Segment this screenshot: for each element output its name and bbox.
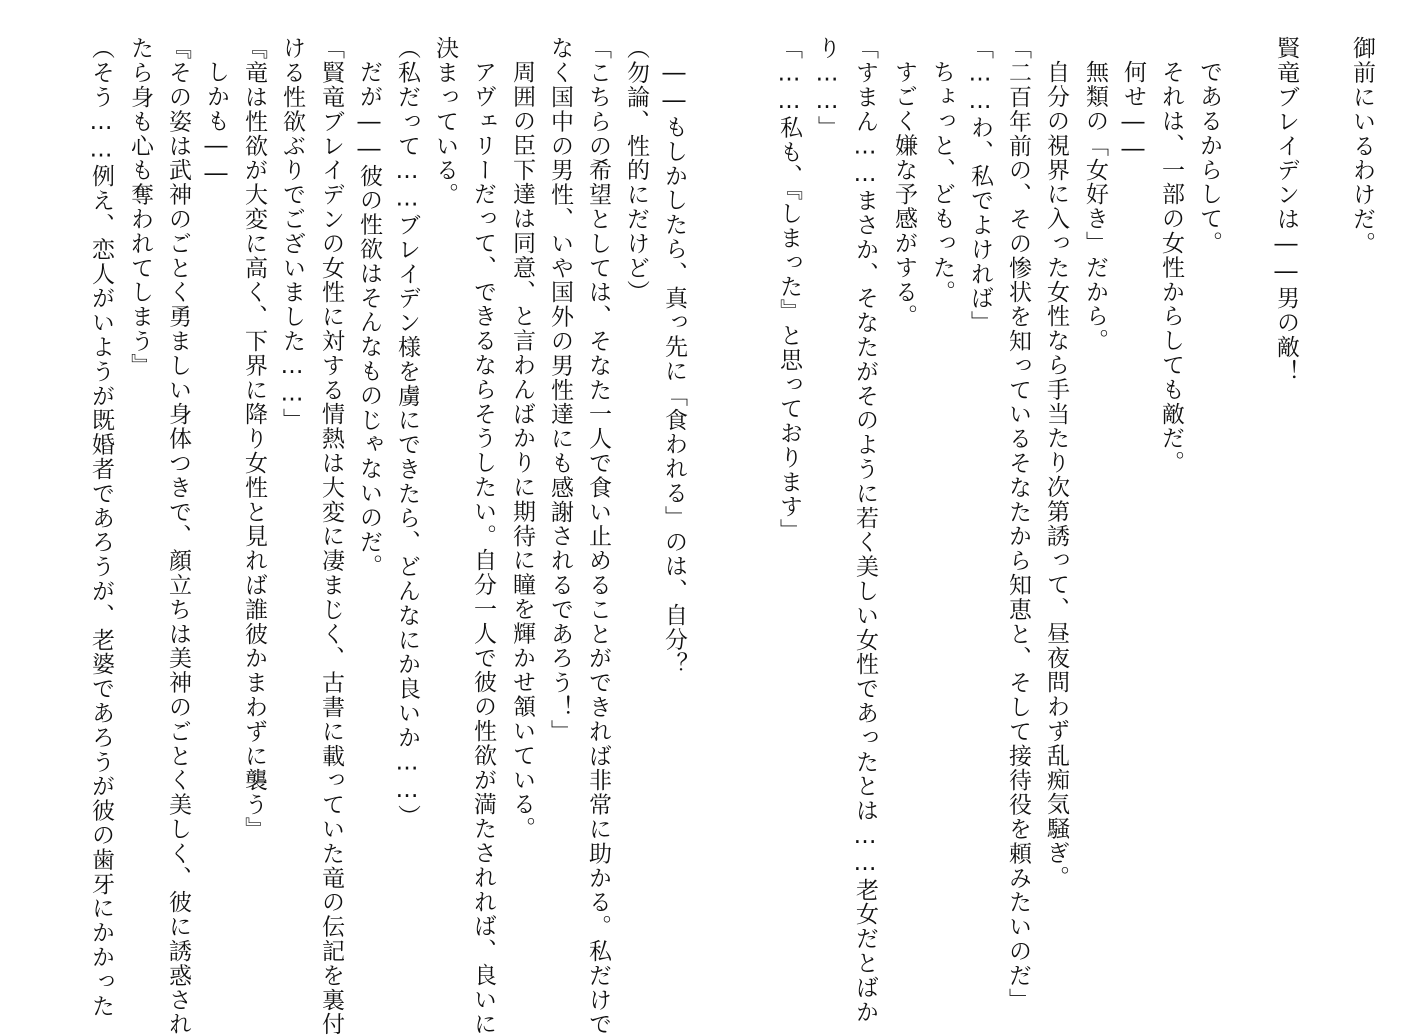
text-line: 「……わ、私でよければ」 — [967, 36, 993, 335]
text-line: ける性欲ぶりでございました……」 — [279, 36, 305, 433]
text-line: 「二百年前の、その惨状を知っているそなたから知恵と、そして接待役を頼みたいのだ」 — [1005, 36, 1031, 1012]
text-line: 「すまん……まさか、そなたがそのように若く美しい女性であったとは……老女だとばか — [852, 36, 878, 1024]
text-line: （私だって……ブレイデン様を虜にできたら、どんなにか良いか……） — [394, 36, 420, 829]
text-line: 無類の「女好き」だから。 — [1082, 60, 1108, 353]
text-line: それは、一部の女性からしても敵だ。 — [1158, 60, 1184, 475]
text-line: 周囲の臣下達は同意、と言わんばかりに期待に瞳を輝かせ頷いている。 — [509, 60, 535, 841]
text-line: なく国中の男性、いや国外の男性達にも感謝されるであろう！」 — [547, 36, 573, 744]
text-line: （勿論、性的にだけど） — [623, 36, 649, 305]
text-line: （そう……例え、恋人がいようが既婚者であろうが、老婆であろうが彼の歯牙にかかった — [88, 36, 114, 1018]
text-line: たら身も心も奪われてしまう』 — [127, 36, 153, 378]
text-line: 御前にいるわけだ。 — [1349, 36, 1375, 256]
text-line: 『竜は性欲が大変に高く、下界に降り女性と見れば誰彼かまわずに襲う』 — [241, 36, 267, 842]
text-line: であるからして。 — [1196, 60, 1222, 256]
text-line: しかも―― — [203, 60, 229, 188]
text-line: だが――彼の性欲はそんなものじゃないのだ。 — [356, 60, 382, 579]
text-line: 『その姿は武神のごとく勇ましい身体つきで、顔立ちは美神のごとく美しく、彼に誘惑され — [165, 36, 191, 1036]
text-line: ――もしかしたら、真っ先に「食われる」のは、自分？ — [661, 60, 687, 676]
text-line: 何せ―― — [1120, 60, 1146, 164]
text-line: 「こちらの希望としては、そなた一人で食い止めることができれば非常に助かる。私だけで — [585, 36, 611, 1036]
text-line: 「……私も、『しまった』と思っております」 — [776, 36, 802, 543]
text-line: り……」 — [814, 36, 840, 140]
text-line: ちょっと、どもった。 — [929, 60, 955, 304]
text-line: 決まっている。 — [432, 36, 458, 207]
text-line: 「賢竜ブレイデンの女性に対する情熱は大変に凄まじく、古書に載っていた竜の伝記を裏付 — [318, 36, 344, 1036]
text-line: アヴェリーだって、できるならそうしたい。自分一人で彼の性欲が満たされれば、良いに — [470, 60, 496, 1036]
text-line: すごく嫌な予感がする。 — [891, 60, 917, 329]
text-line: 自分の視界に入った女性なら手当たり次第誘って、昼夜問わず乱痴気騒ぎ。 — [1043, 60, 1069, 890]
text-line: 賢竜ブレイデンは――男の敵！ — [1273, 36, 1299, 384]
